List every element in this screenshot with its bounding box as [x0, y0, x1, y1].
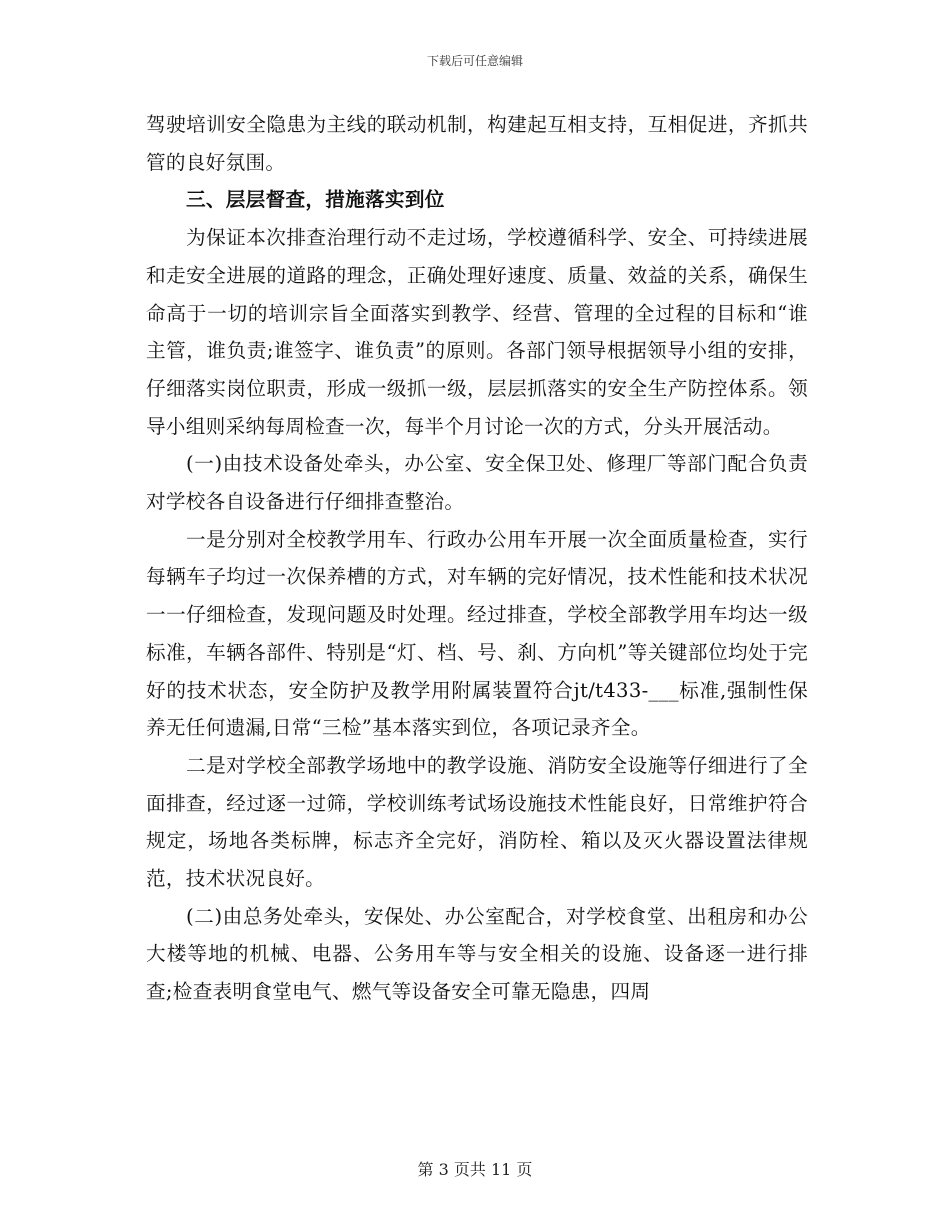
paragraph-principles: 为保证本次排查治理行动不走过场，学校遵循科学、安全、可持续进展和走安全进展的道路的理念，正确处理好速度、质量、效益的关系，确保生命高于一切的培训宗旨全面落实到教学、经营、管理的全过程的目标和“谁主管，谁负责;谁签字、谁负责”的原则。各部门领导根据领导小组的安排，仔细落实岗位职责，形成一级抓一级，层层抓落实的安全生产防控体系。领导小组则采纳每周检查一次，每半个月讨论一次的方式，分头开展活动。 — [146, 226, 808, 438]
page-header: 下载后可任意编辑 — [426, 54, 523, 68]
page-footer: 第 3 页共 11 页 — [417, 1160, 533, 1179]
section-heading: 三、层层督查，措施落实到位 — [186, 188, 445, 212]
paragraph-vehicle-check: 一是分别对全校教学用车、行政办公用车开展一次全面质量检查，实行每辆车子均过一次保养槽的方式，对车辆的完好情况，技术性能和技术状况一一仔细检查，发现问题及时处理。经过排查，学校全部教学用车均达一级标准，车辆各部件、特别是“灯、档、号、刹、方向机”等关键部位均处于完好的技术状态，安全防护及教学用附属装置符合jt/t433-___标准,强制性保养无任何遗漏,日常“三检”基本落实到位，各项记录齐全。 — [146, 527, 808, 740]
paragraph-subsection-2: (二)由总务处牵头，安保处、办公室配合，对学校食堂、出租房和办公大楼等地的机械、电器、公务用车等与安全相关的设施、设备逐一进行排查;检查表明食堂电气、燃气等设备安全可靠无隐患，四周 — [146, 904, 808, 1004]
document-body — [146, 106, 808, 1011]
paragraph-continued: 驾驶培训安全隐患为主线的联动机制，构建起互相支持，互相促进，齐抓共管的良好氛围。 — [146, 113, 808, 174]
paragraph-subsection-1: (一)由技术设备处牵头，办公室、安全保卫处、修理厂等部门配合负责对学校各自设备进行仔细排查整治。 — [146, 452, 808, 514]
paragraph-site-check: 二是对学校全部教学场地中的教学设施、消防安全设施等仔细进行了全面排查，经过逐一过筛，学校训练考试场设施技术性能良好，日常维护符合规定，场地各类标牌，标志齐全完好，消防栓、箱以及灭火器设置法律规范，技术状况良好。 — [146, 753, 808, 891]
